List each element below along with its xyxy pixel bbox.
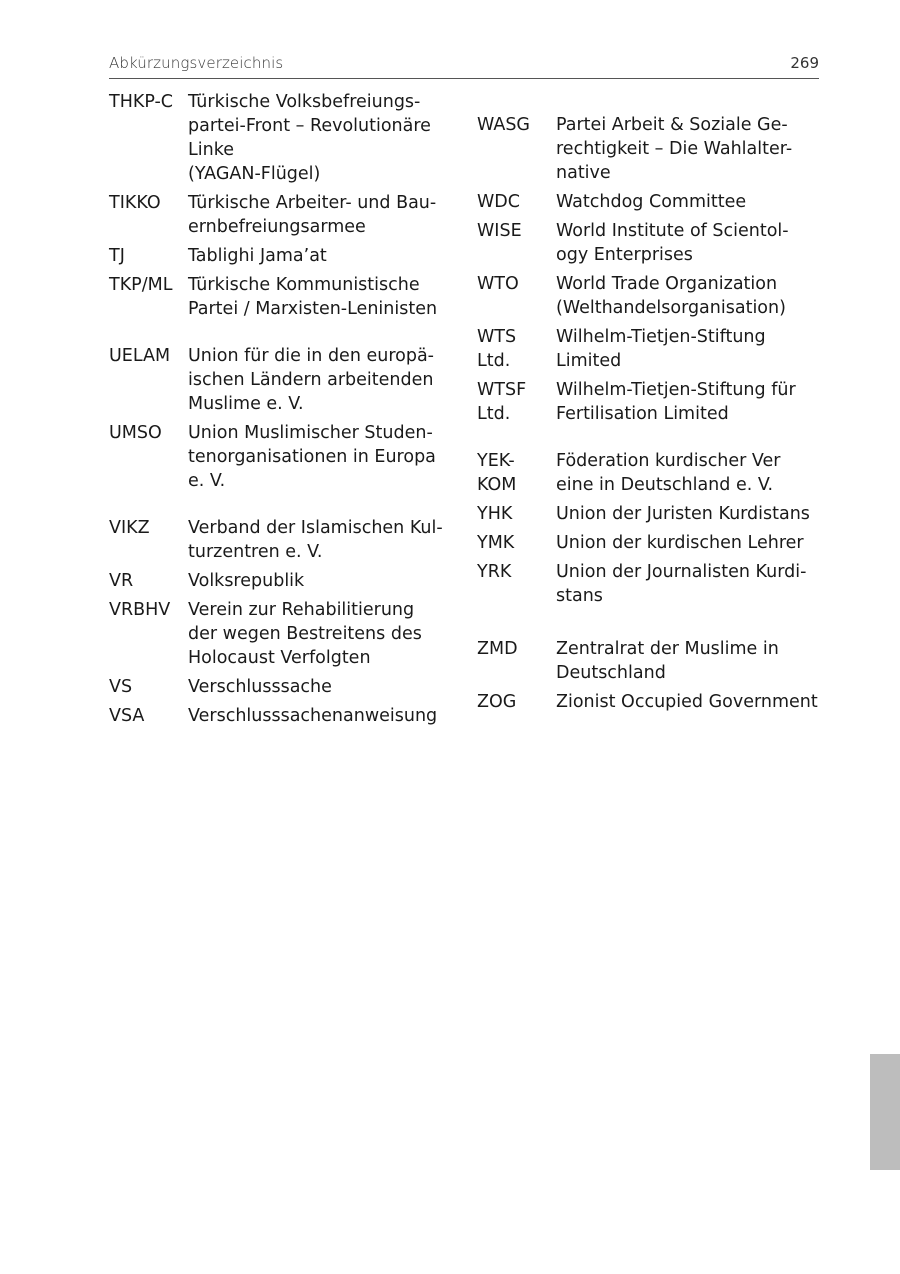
definition: Union der kurdischen Lehrer (556, 533, 804, 553)
abbreviation: TJ (109, 246, 125, 266)
abbreviation: VRBHV (109, 600, 171, 620)
abbreviation: WTSF Ltd. (477, 380, 527, 424)
abbreviation: WTO (477, 274, 519, 294)
entry-uelam (109, 344, 454, 416)
abbreviation: YHK (477, 504, 513, 524)
abbreviation: YMK (477, 533, 515, 553)
entry-vsa (109, 704, 454, 728)
entry-yek-kom (477, 449, 822, 497)
entry-ymk (477, 531, 822, 555)
abbreviation: ZMD (477, 639, 518, 659)
definition: Union der Juristen Kurdistans (556, 504, 810, 524)
page-number: 269 (790, 54, 819, 72)
definition: Verband der Islamischen Kul- turzentren e. V. (188, 518, 443, 562)
definition: Türkische Arbeiter- und Bau- ernbefreiungsarmee (188, 193, 437, 237)
abbreviation: VS (109, 677, 133, 697)
abbreviation: YEK- KOM (477, 451, 517, 495)
entry-vs (109, 675, 454, 699)
section-title: Abkürzungsverzeichnis (109, 54, 284, 72)
definition: Türkische Kommunistische Partei / Marxisten-Leninisten (188, 275, 438, 319)
thumb-index-tab (870, 1054, 900, 1170)
abbreviation: ZOG (477, 692, 517, 712)
abbreviation: VSA (109, 706, 145, 726)
abbreviation: YRK (477, 562, 512, 582)
entry-vikz (109, 516, 454, 564)
definition: Union für die in den europä- ischen Ländern arbeitenden Muslime e. V. (188, 346, 434, 414)
abbreviation: TIKKO (109, 193, 161, 213)
entry-zmd (477, 637, 822, 685)
entry-tikko (109, 191, 454, 239)
definition: Wilhelm-Tietjen-Stiftung für Fertilisation Limited (556, 380, 796, 424)
abbreviation: WDC (477, 192, 520, 212)
abbreviation: WTS Ltd. (477, 327, 517, 371)
abbreviation-column-left (109, 90, 454, 733)
definition: Watchdog Committee (556, 192, 747, 212)
entry-tj (109, 244, 454, 268)
definition: World Trade Organization (Welthandelsorganisation) (556, 274, 786, 318)
definition: Volksrepublik (188, 571, 305, 591)
abbreviation: THKP-C (109, 92, 174, 112)
entry-wise (477, 219, 822, 267)
definition: Partei Arbeit & Soziale Ge- rechtigkeit – Die Wahlalter- native (556, 115, 793, 183)
definition: Föderation kurdischer Ver eine in Deutschland e. V. (556, 451, 781, 495)
abbreviation: WISE (477, 221, 522, 241)
entry-wdc (477, 190, 822, 214)
abbreviation: VIKZ (109, 518, 150, 538)
entry-vr (109, 569, 454, 593)
definition: Verein zur Rehabilitierung der wegen Bestreitens des Holocaust Verfolgten (188, 600, 422, 668)
abbreviation: VR (109, 571, 134, 591)
entry-umso (109, 421, 454, 493)
abbreviation: UMSO (109, 423, 162, 443)
definition: Türkische Volksbefreiungs- partei-Front – Revolutionäre Linke (YAGAN-Flügel) (188, 92, 431, 184)
entry-wtsf-ltd (477, 378, 822, 426)
entry-wts-ltd (477, 325, 822, 373)
definition: Verschlusssache (188, 677, 332, 697)
definition: Zionist Occupied Government (556, 692, 818, 712)
definition: Wilhelm-Tietjen-Stiftung Limited (556, 327, 766, 371)
entry-wto (477, 272, 822, 320)
running-header (109, 52, 819, 79)
entry-yhk (477, 502, 822, 526)
entry-wasg (477, 113, 822, 185)
abbreviation-column-right (477, 113, 822, 719)
abbreviation: UELAM (109, 346, 171, 366)
definition: Union der Journalisten Kurdi- stans (556, 562, 807, 606)
entry-vrbhv (109, 598, 454, 670)
definition: Zentralrat der Muslime in Deutschland (556, 639, 779, 683)
definition: Tablighi Jama’at (188, 246, 327, 266)
definition: Verschlusssachenanweisung (188, 706, 438, 726)
entry-thkp-c (109, 90, 454, 186)
definition: Union Muslimischer Studen- tenorganisationen in Europa e. V. (188, 423, 436, 491)
abbreviation: TKP/ML (109, 275, 173, 295)
entry-zog (477, 690, 822, 714)
entry-yrk (477, 560, 822, 608)
definition: World Institute of Scientol- ogy Enterprises (556, 221, 789, 265)
entry-tkp-ml (109, 273, 454, 321)
abbreviation: WASG (477, 115, 530, 135)
